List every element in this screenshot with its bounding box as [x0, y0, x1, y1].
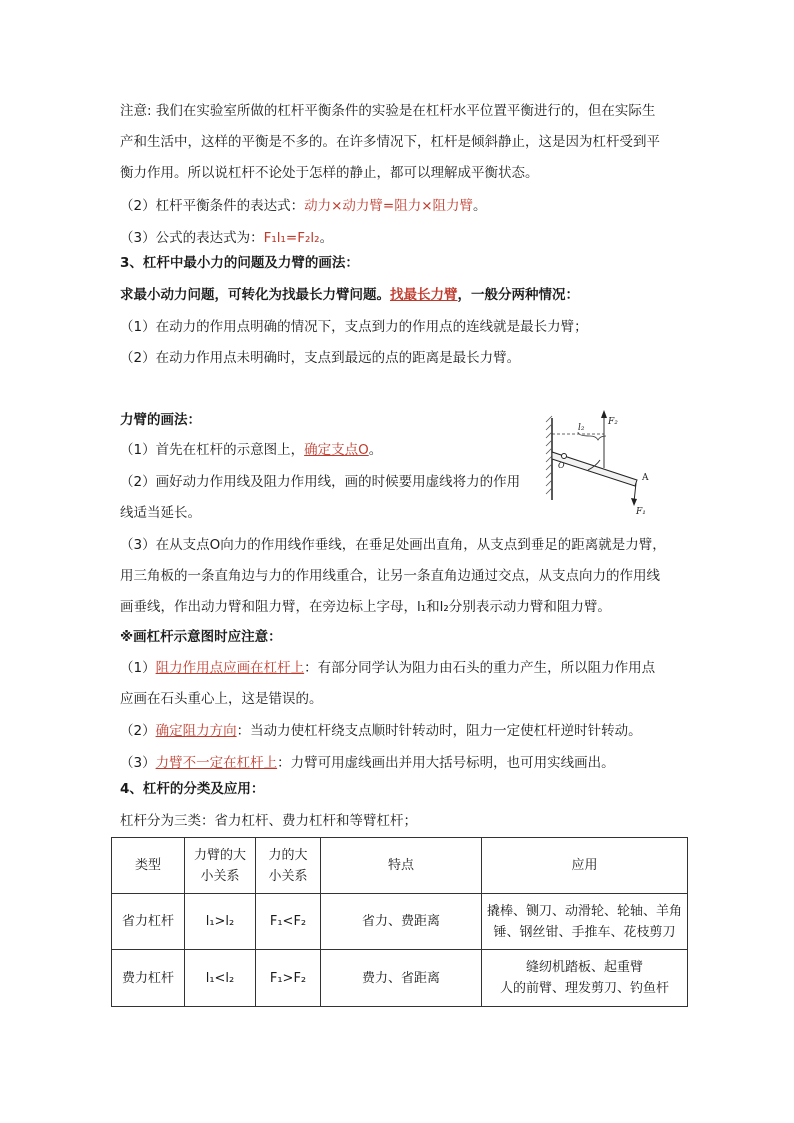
row-2-application-line-1: 缝纫机踏板、起重臂: [525, 960, 643, 975]
attention-3: [120, 753, 615, 773]
section-3-intro: [120, 285, 579, 305]
arm-step-1: [120, 440, 382, 460]
formula-prefix: （3）公式的表达式为：: [120, 230, 264, 246]
label-f1: F₁: [636, 507, 646, 517]
attention-1-highlight: 阻力作用点应画在杠杆上: [155, 660, 305, 676]
expression-line: [120, 196, 487, 216]
lever-diagram: [538, 410, 668, 518]
arm-step-1-suffix: 。: [368, 442, 383, 458]
arm-step-2-line-2: 线适当延长。: [120, 505, 201, 521]
attention-1-rest: ：有部分同学认为阻力由石头的重力产生，所以阻力作用点: [304, 660, 656, 676]
arm-step-3-line-1: （3）在从支点O向力的作用线作垂线，在垂足处画出直角，从支点到垂足的距离就是力臂，: [120, 537, 666, 553]
section-3-heading: 3、杠杆中最小力的问题及力臂的画法：: [120, 255, 359, 271]
expression-value: 动力×动力臂=阻力×阻力臂: [304, 198, 474, 214]
arm-step-1-highlight: 确定支点O: [304, 442, 369, 458]
expression-suffix: 。: [473, 198, 487, 214]
table-row: [112, 950, 688, 1007]
arm-step-3-line-3: 画垂线，作出动力臂和阻力臂，在旁边标上字母，l₁和l₂分别表示动力臂和阻力臂。: [120, 599, 611, 615]
note-line-3: 衡力作用。所以说杠杆不论处于怎样的静止，都可以理解成平衡状态。: [120, 165, 539, 181]
attention-1-line-2: 应画在石头重心上，这是错误的。: [120, 691, 323, 707]
attention-3-highlight: 力臂不一定在杠杆上: [155, 755, 278, 771]
table-header-row: [112, 838, 688, 894]
label-o: O: [558, 461, 565, 470]
wall-hatching: [546, 416, 552, 494]
attention-3-prefix: （3）: [120, 755, 156, 771]
row-1-force: F₁<F₂: [256, 894, 321, 950]
intro-suffix: ，一般分两种情况：: [457, 287, 579, 303]
expression-prefix: （2）杠杆平衡条件的表达式：: [120, 198, 305, 214]
pivot-point: [562, 454, 567, 459]
f2-arrowhead: [601, 410, 607, 418]
row-2-type: 费力杠杆: [112, 950, 185, 1007]
note-line-2: 产和生活中，这样的平衡是不多的。在许多情况下，杠杆是倾斜静止，这是因为杠杆受到平: [120, 134, 660, 150]
lever-classification-table: [111, 837, 688, 1007]
row-2-feature: 费力、省距离: [321, 950, 482, 1007]
label-a: A: [642, 473, 649, 483]
arm-step-2-line-1: （2）画好动力作用线及阻力作用线，画的时候要用虚线将力的作用: [120, 474, 521, 490]
header-feature: 特点: [321, 838, 482, 894]
intro-text: 求最小动力问题，可转化为找最长力臂问题。: [120, 287, 390, 303]
attention-2-prefix: （2）: [120, 723, 156, 739]
attention-1-prefix: （1）: [120, 660, 156, 676]
note-line-1: 注意: 我们在实验室所做的杠杆平衡条件的实验是在杠杆水平位置平衡进行的，但在实际生: [120, 103, 656, 119]
formula-value: F₁l₁=F₂l₂: [263, 230, 320, 246]
f1-arrowhead: [631, 498, 637, 506]
arm-step-3-line-2: 用三角板的一条直角边与力的作用线重合，让另一条直角边通过交点，从支点向力的作用线: [120, 568, 660, 584]
row-1-application-line-1: 撬棒、铡刀、动滑轮、轮轴、羊角: [486, 903, 682, 919]
row-1-type: 省力杠杆: [112, 894, 185, 950]
section-4-heading: 4、杠杆的分类及应用：: [120, 781, 265, 797]
attention-2: [120, 721, 642, 741]
table-row: [112, 894, 688, 950]
header-type: 类型: [112, 838, 185, 894]
attention-2-rest: ：当动力使杠杆绕支点顺时针转动时，阻力一定使杠杆逆时针转动。: [236, 723, 642, 739]
header-application: 应用: [482, 838, 688, 894]
arm-step-1-prefix: （1）首先在杠杆的示意图上，: [120, 442, 305, 458]
row-2-application: [482, 950, 688, 1007]
row-2-force: F₁>F₂: [256, 950, 321, 1007]
header-arm-relation: [185, 838, 256, 894]
attention-heading: ※画杠杆示意图时应注意：: [120, 629, 282, 645]
label-f2: F₂: [608, 417, 618, 427]
case-1: （1）在动力的作用点明确的情况下，支点到力的作用点的连线就是最长力臂；: [120, 319, 588, 335]
section-4-intro: 杠杆分为三类：省力杠杆、费力杠杆和等臂杠杆；: [120, 813, 417, 829]
header-force-relation: [256, 838, 321, 894]
label-l2: l₂: [578, 423, 585, 433]
formula-suffix: 。: [319, 230, 334, 246]
formula-line: [120, 228, 333, 248]
intro-highlight: 找最长力臂: [390, 287, 458, 303]
arm-heading: 力臂的画法：: [120, 412, 201, 428]
attention-2-highlight: 确定阻力方向: [155, 723, 237, 739]
row-1-application: [482, 894, 688, 950]
header-force-line-1: 力的大: [268, 847, 308, 863]
attention-3-rest: ：力臂可用虚线画出并用大括号标明，也可用实线画出。: [277, 755, 615, 771]
header-force-line-2: 小关系: [268, 868, 308, 884]
case-2: （2）在动力作用点未明确时，支点到最远的点的距离是最长力臂。: [120, 350, 521, 366]
row-2-arm: l₁<l₂: [185, 950, 256, 1007]
arm-brace: [578, 432, 606, 440]
row-2-application-line-2: 人的前臂、理发剪刀、钓鱼杆: [499, 981, 669, 996]
row-1-arm: l₁>l₂: [185, 894, 256, 950]
header-arm-line-2: 小关系: [200, 868, 240, 884]
header-arm-line-1: 力臂的大: [193, 847, 246, 863]
row-1-application-line-2: 锤、钢丝钳、手推车、花枝剪刀: [493, 924, 676, 940]
row-1-feature: 省力、费距离: [321, 894, 482, 950]
attention-1-line-1: [120, 658, 655, 678]
